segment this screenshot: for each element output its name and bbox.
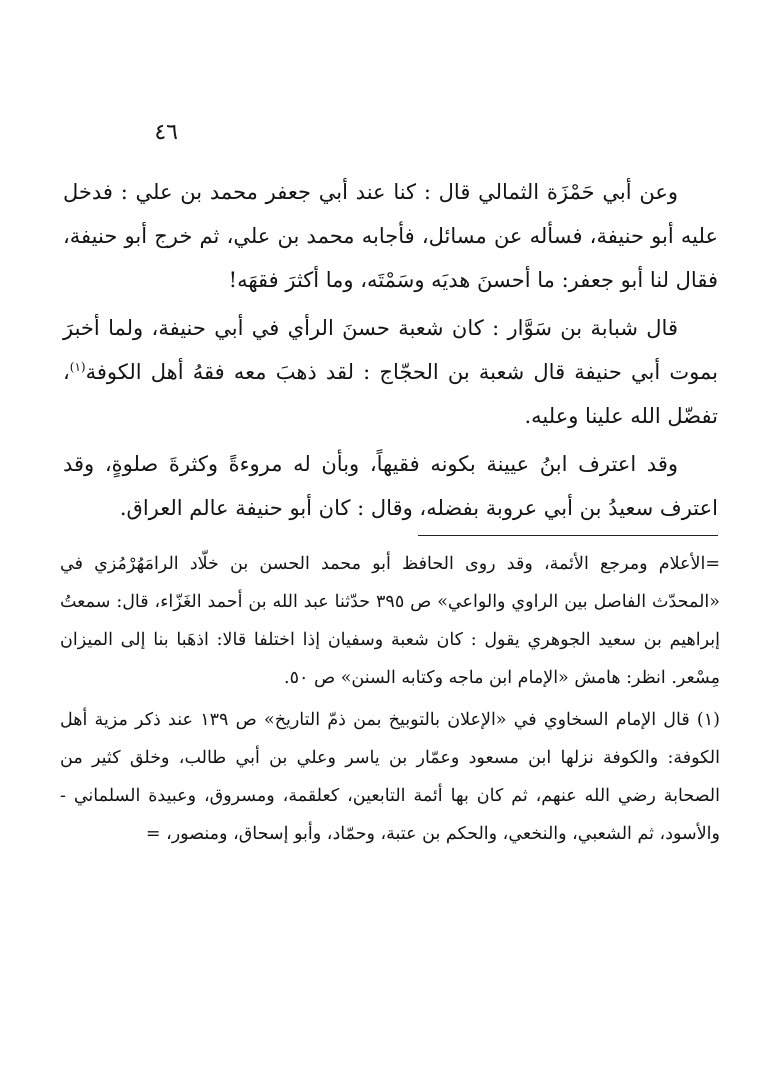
paragraph-shuba-end: ، تفضّل الله علينا وعليه. bbox=[63, 360, 718, 428]
paragraph-shuba bbox=[63, 306, 718, 438]
paragraph-abu-jafar: وعن أبي حَمْزَة الثمالي قال : كنا عند أبي جعفر محمد بن علي : فدخل عليه أبو حنيفة، فسأله عن مسائل، فأجابه محمد بن علي، ثم خرج أبو حنيفة، فقال لنا أبو جعفر: ما أحسنَ هديَه وسَمْتَه، وما أكثرَ فقهَه! bbox=[63, 180, 718, 292]
footnote-separator bbox=[418, 535, 718, 536]
footnote-marker: (١) bbox=[69, 360, 86, 374]
footnote-1: (١) قال الإمام السخاوي في «الإعلان بالتوبيخ بمن ذمّ التاريخ» ص ١٣٩ عند ذكر مزية أهل الكوفة: والكوفة نزلها ابن مسعود وعمّار بن ياسر وعلي بن أبي طالب، وخلق كثير من الصحابة رضي الله عنهم، ثم كان بها أئمة التابعين، كعلقمة، ومسروق، وعبيدة السلماني - والأسود، ثم الشعبي، والنخعي، والحكم بن عتبة، وحمّاد، وأبو إسحاق، ومنصور، = bbox=[60, 710, 720, 844]
footnote-continued: =الأعلام ومرجع الأئمة، وقد روى الحافظ أبو محمد الحسن بن خلّاد الرامَهُرْمُزي في «المحدّث الفاصل بين الراوي والواعي» ص ٣٩٥ حدّثنا عبد الله بن أحمد الغَزّاء، قال: سمعتُ إبراهيم بن سعيد الجوهري يقول : كان شعبة وسفيان إذا اختلفا قالا: اذهَبا بنا إلى الميزان مِسْعر. انظر: هامش «الإمام ابن ماجه وكتابه السنن» ص ٥٠. bbox=[60, 554, 720, 688]
paragraph-shuba-text: قال شبابة بن سَوَّار : كان شعبة حسنَ الرأي في أبي حنيفة، ولما أخبرَ بموت أبي حنيفة قال شعبة بن الحجّاج : لقد ذهبَ معه فقهُ أهل الكوفة bbox=[63, 316, 718, 384]
page-number: ٤٦ bbox=[154, 120, 178, 145]
main-text bbox=[63, 170, 718, 530]
paragraph-ibn-uyayna: وقد اعترف ابنُ عيينة بكونه فقيهاً، وبأن له مروءةً وكثرةَ صلوةٍ، وقد اعترف سعيدُ بن أبي عروبة بفضله، وقال : كان أبو حنيفة عالم العراق. bbox=[63, 452, 718, 520]
footnotes bbox=[60, 545, 720, 853]
